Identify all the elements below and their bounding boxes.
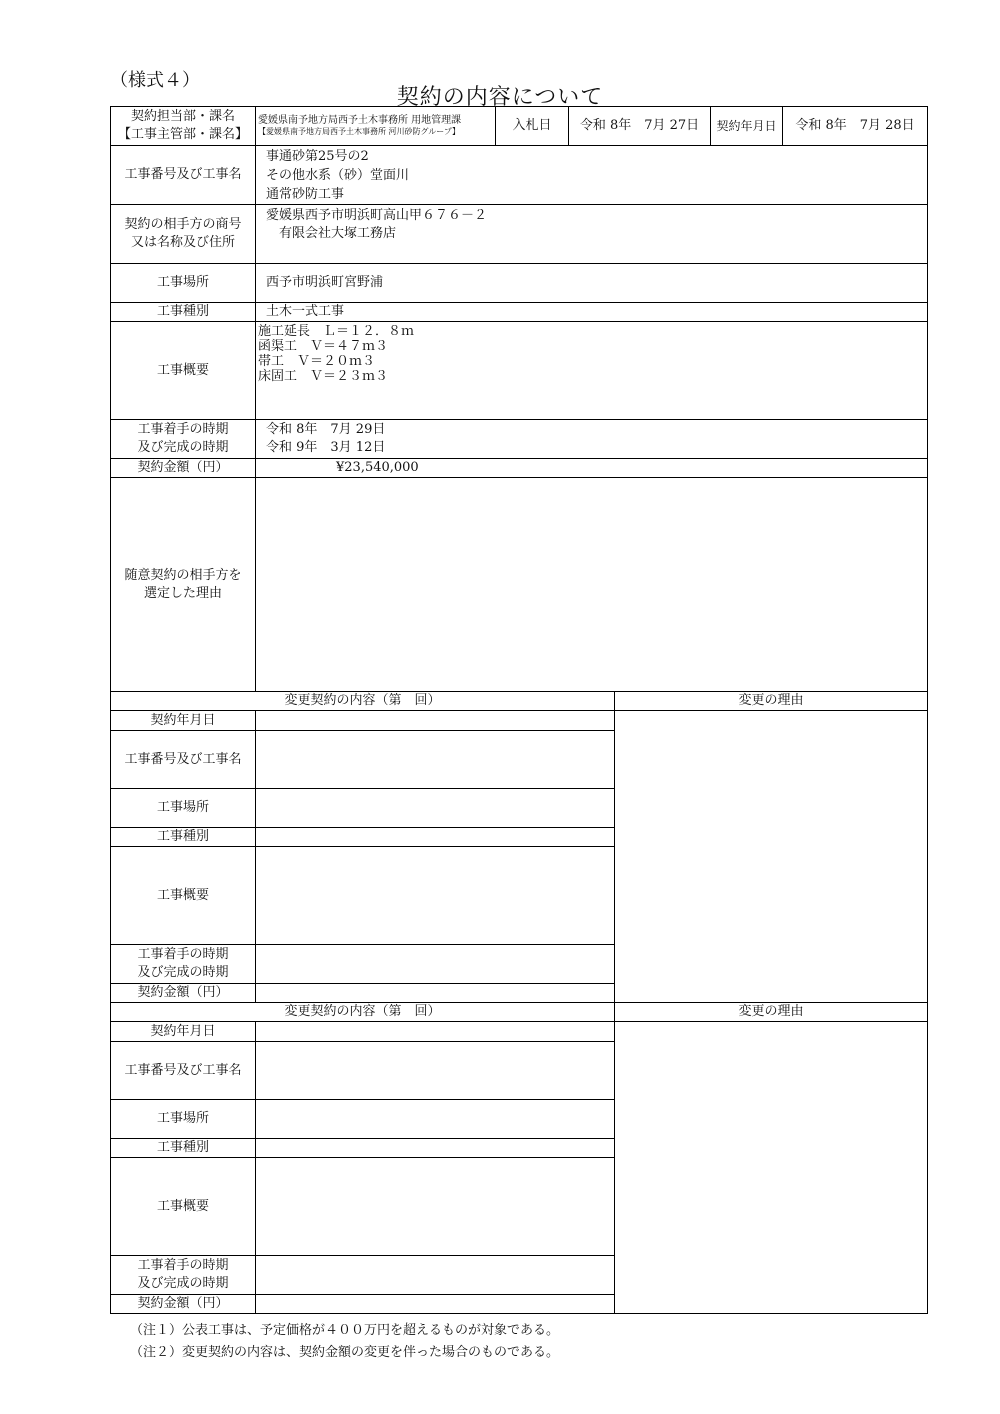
summary-line-4: 床固工 Ｖ＝２３ｍ３: [258, 369, 389, 384]
period-label-cell: [111, 420, 256, 459]
change-type-label: 工事種別: [111, 828, 256, 847]
change-reason-header: 変更の理由: [615, 692, 928, 711]
change-site-label: 工事場所: [111, 1100, 256, 1139]
period-value: [256, 420, 928, 459]
change-contract-date-label: 契約年月日: [111, 711, 256, 731]
reason-label-1: 随意契約の相手方を: [124, 567, 242, 583]
change-amount-value: [256, 984, 615, 1003]
amount-value: ¥23,540,000: [256, 459, 928, 478]
change-type-value: [256, 1139, 615, 1158]
change-header: 変更契約の内容（第 回）: [111, 692, 615, 711]
site-label: 工事場所: [111, 264, 256, 303]
dept-value-2: 【愛媛県南予地方局西予土木事務所 河川砂防グループ】: [258, 127, 460, 137]
work-no-line-2: その他水系（砂）堂面川: [266, 167, 410, 183]
party-label-cell: [111, 205, 256, 264]
change-period-label-cell: [111, 1256, 256, 1295]
change-period-label-cell: [111, 945, 256, 984]
change-period-value: [256, 945, 615, 984]
change-work-no-label: 工事番号及び工事名: [111, 1042, 256, 1100]
change-amount-value: [256, 1295, 615, 1314]
summary-line-1: 施工延長 Ｌ＝１２．８ｍ: [258, 324, 415, 339]
change-site-value: [256, 789, 615, 828]
party-address: 愛媛県西予市明浜町高山甲６７６－２: [266, 208, 488, 223]
amount-label: 契約金額（円）: [111, 459, 256, 478]
dept-label-1: 契約担当部・課名: [130, 109, 235, 125]
change-header: 変更契約の内容（第 回）: [111, 1003, 615, 1022]
change-period-label-2: 及び完成の時期: [137, 965, 229, 980]
site-value: 西予市明浜町宮野浦: [256, 264, 928, 303]
change-work-no-value: [256, 731, 615, 789]
change-work-no-value: [256, 1042, 615, 1100]
change-type-label: 工事種別: [111, 1139, 256, 1158]
change-site-value: [256, 1100, 615, 1139]
change-period-label-1: 工事着手の時期: [137, 947, 229, 963]
work-no-label: 工事番号及び工事名: [111, 146, 256, 205]
change-period-label-1: 工事着手の時期: [137, 1258, 229, 1274]
type-label: 工事種別: [111, 303, 256, 322]
work-no-line-1: 事通砂第25号の2: [266, 148, 369, 164]
change-reason-value: [615, 711, 928, 1003]
change-table-1: [110, 691, 928, 1003]
change-contract-date-value: [256, 711, 615, 731]
party-label-1: 契約の相手方の商号: [124, 217, 242, 233]
work-no-line-3: 通常砂防工事: [266, 186, 345, 202]
form-number-label: （様式４）: [110, 70, 200, 91]
reason-label-2: 選定した理由: [143, 585, 222, 601]
change-contract-date-label: 契約年月日: [111, 1022, 256, 1042]
change-reason-header: 変更の理由: [615, 1003, 928, 1022]
reason-label-cell: [111, 478, 256, 692]
document-title: 契約の内容について: [396, 85, 604, 110]
period-label-1: 工事着手の時期: [137, 422, 229, 438]
type-value: 土木一式工事: [256, 303, 928, 322]
party-value: [256, 205, 928, 264]
change-period-label-2: 及び完成の時期: [137, 1276, 229, 1291]
bid-date-label: 入札日: [496, 107, 569, 146]
footnotes: [130, 1320, 559, 1364]
footnote-1: （注１）公表工事は、予定価格が４００万円を超えるものが対象である。: [130, 1323, 560, 1338]
period-label-2: 及び完成の時期: [137, 440, 229, 455]
change-amount-label: 契約金額（円）: [111, 984, 256, 1003]
change-summary-label: 工事概要: [111, 1158, 256, 1256]
dept-label-2: 【工事主管部・課名】: [117, 127, 248, 142]
change-summary-label: 工事概要: [111, 847, 256, 945]
dept-value-1: 愛媛県南予地方局西予土木事務所 用地管理課: [258, 114, 462, 126]
footnote-2: （注２）変更契約の内容は、契約金額の変更を伴った場合のものである。: [130, 1345, 560, 1360]
dept-label-cell: [111, 107, 256, 146]
change-summary-value: [256, 1158, 615, 1256]
bid-date-value: 令和 8年 7月 27日: [569, 107, 711, 146]
contract-date-value: 令和 8年 7月 28日: [783, 107, 928, 146]
change-period-value: [256, 1256, 615, 1295]
summary-label: 工事概要: [111, 322, 256, 420]
dept-value-cell: [256, 107, 496, 146]
period-end: 令和 9年 3月 12日: [266, 440, 386, 455]
contract-date-label: 契約年月日: [711, 107, 783, 146]
contract-sheet: [110, 106, 927, 1314]
change-reason-value: [615, 1022, 928, 1314]
reason-value: [256, 478, 928, 692]
party-company: 有限会社大塚工務店: [266, 225, 397, 241]
summary-value: [256, 322, 928, 420]
change-amount-label: 契約金額（円）: [111, 1295, 256, 1314]
party-label-2: 又は名称及び住所: [130, 235, 235, 250]
change-contract-date-value: [256, 1022, 615, 1042]
change-table-2: [110, 1002, 928, 1314]
change-work-no-label: 工事番号及び工事名: [111, 731, 256, 789]
summary-line-2: 函渠工 Ｖ＝４７ｍ３: [258, 339, 389, 354]
summary-line-3: 帯工 Ｖ＝２０ｍ３: [258, 354, 376, 369]
work-no-value: [256, 146, 928, 205]
period-start: 令和 8年 7月 29日: [266, 422, 386, 438]
change-site-label: 工事場所: [111, 789, 256, 828]
main-table: [110, 106, 928, 692]
change-type-value: [256, 828, 615, 847]
change-summary-value: [256, 847, 615, 945]
